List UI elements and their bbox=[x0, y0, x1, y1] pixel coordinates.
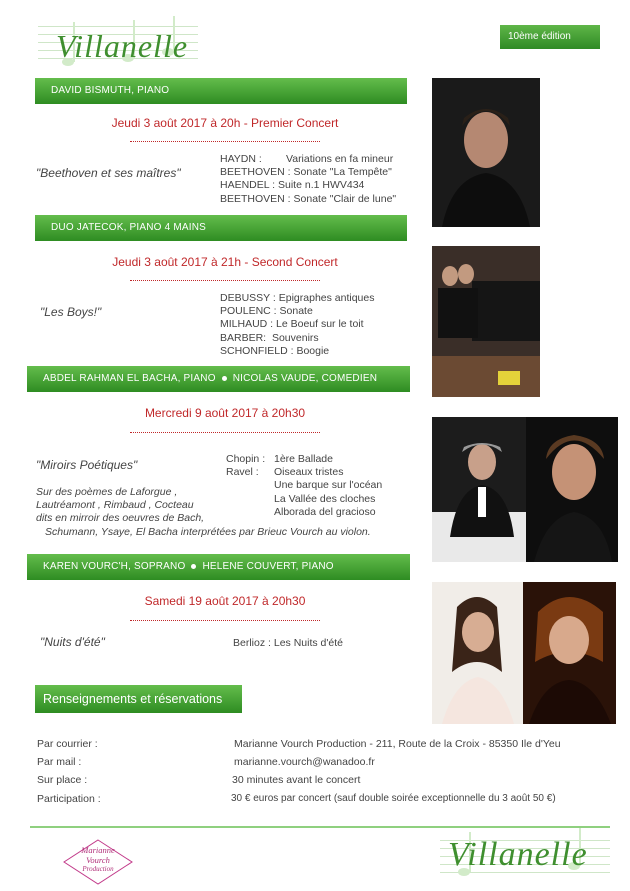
performer-bar-4 bbox=[27, 554, 410, 580]
program-row: MILHAUD : Le Boeuf sur le toit bbox=[220, 318, 364, 331]
concert-title-3: "Miroirs Poétiques" bbox=[36, 458, 138, 472]
concert-date-2: Jeudi 3 août 2017 à 21h - Second Concert bbox=[112, 255, 338, 269]
program-row: HAENDEL : Suite n.1 HWV434 bbox=[220, 179, 365, 192]
program-row: POULENC : Sonate bbox=[220, 305, 313, 318]
program-row: Ravel : Oiseaux tristes bbox=[226, 466, 344, 479]
divider bbox=[130, 141, 320, 142]
performer-name: HELENE COUVERT, PIANO bbox=[202, 561, 334, 572]
program-row: DEBUSSY : Epigraphes antiques bbox=[220, 292, 375, 304]
reservations-heading: Renseignements et réservations bbox=[35, 685, 242, 713]
logo-text: Villanelle bbox=[56, 28, 189, 64]
concert-title-4: "Nuits d'été" bbox=[40, 635, 105, 649]
concert-title-2: "Les Boys!" bbox=[40, 305, 102, 319]
photo-el-bacha bbox=[432, 417, 526, 562]
info-value: 30 € euros par concert (sauf double soirée exceptionnelle du 3 août 50 €) bbox=[231, 793, 556, 804]
divider bbox=[130, 620, 320, 621]
performer-bar-3 bbox=[27, 366, 410, 392]
program-2 bbox=[220, 292, 375, 358]
program-4: Berlioz : Les Nuits d'été bbox=[233, 637, 343, 649]
production-badge: Marianne Vourch Production bbox=[62, 838, 134, 886]
info-label: Par mail : bbox=[37, 756, 82, 768]
divider bbox=[130, 280, 320, 281]
edition-badge: 10ème édition bbox=[500, 25, 600, 49]
concert-note-3: Sur des poèmes de Laforgue , Lautréamont , Rimbaud , Cocteau dits en mirroir des oeuvres de Bach, bbox=[36, 486, 205, 524]
info-label: Par courrier : bbox=[37, 738, 98, 750]
photo-duo-jatecok bbox=[432, 246, 540, 397]
divider bbox=[130, 432, 320, 433]
email-link[interactable]: marianne.vourch@wanadoo.fr bbox=[234, 756, 375, 768]
bullet-dot bbox=[191, 564, 196, 569]
program-row: Chopin : 1ère Ballade bbox=[226, 453, 333, 465]
header-logo bbox=[38, 8, 198, 78]
program-row: SCHONFIELD : Boogie bbox=[220, 344, 330, 357]
performer-bar-1: DAVID BISMUTH, PIANO bbox=[35, 78, 407, 104]
photo-david-bismuth bbox=[432, 78, 540, 227]
program-row: Alborada del gracioso bbox=[274, 505, 376, 518]
performer-bar-2: DUO JATECOK, PIANO 4 MAINS bbox=[35, 215, 407, 241]
program-3 bbox=[226, 453, 382, 519]
program-row: BEETHOVEN : Sonate "La Tempête" bbox=[220, 166, 392, 179]
footer-logo-text: Villanelle bbox=[448, 836, 588, 873]
performer-name: KAREN VOURC'H, SOPRANO bbox=[43, 561, 186, 572]
concert-note-3b: Schumann, Ysaye, El Bacha interprétées par Brieuc Vourch au violon. bbox=[45, 526, 371, 538]
bullet-dot bbox=[222, 376, 227, 381]
photo-karen-vourch bbox=[432, 582, 523, 724]
concert-date-1: Jeudi 3 août 2017 à 20h - Premier Concert bbox=[111, 116, 339, 130]
info-label: Sur place : bbox=[37, 774, 88, 786]
photo-nicolas-vaude bbox=[526, 417, 618, 562]
info-label: Participation : bbox=[37, 793, 101, 805]
concert-title-1: "Beethoven et ses maîtres" bbox=[36, 166, 181, 180]
performer-name: ABDEL RAHMAN EL BACHA, PIANO bbox=[43, 373, 216, 384]
info-value: 30 minutes avant le concert bbox=[232, 774, 361, 786]
footer-logo bbox=[440, 820, 610, 888]
program-row: Une barque sur l'océan bbox=[274, 479, 383, 492]
performer-name: NICOLAS VAUDE, COMEDIEN bbox=[232, 373, 378, 384]
photo-helene-couvert bbox=[523, 582, 616, 724]
program-row: La Vallée des cloches bbox=[274, 492, 376, 505]
program-1 bbox=[220, 153, 396, 206]
program-row: BARBER: Souvenirs bbox=[220, 331, 319, 344]
concert-date-4: Samedi 19 août 2017 à 20h30 bbox=[144, 594, 306, 608]
concert-date-3: Mercredi 9 août 2017 à 20h30 bbox=[144, 406, 306, 420]
info-value: Marianne Vourch Production - 211, Route de la Croix - 85350 Ile d'Yeu bbox=[234, 738, 561, 750]
program-row: HAYDN : Variations en fa mineur bbox=[220, 153, 394, 165]
program-row: BEETHOVEN : Sonate "Clair de lune" bbox=[220, 192, 397, 205]
